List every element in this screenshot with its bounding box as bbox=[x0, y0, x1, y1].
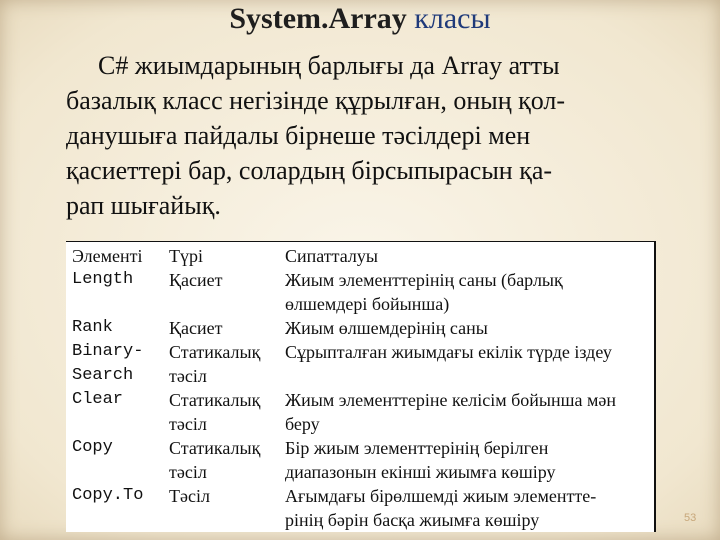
cell-description: диапазонын екінші жиымға көшіру bbox=[285, 462, 556, 482]
table-row bbox=[72, 364, 656, 388]
cell-element: Copy.To bbox=[72, 486, 144, 505]
header-type: Түрі bbox=[169, 246, 203, 266]
table-row bbox=[72, 268, 656, 292]
intro-line: C# жиымдарының барлығы да Array атты bbox=[98, 51, 560, 80]
intro-line: данушыға пайдалы бірнеше тәсілдері мен bbox=[66, 121, 531, 150]
table-header-row bbox=[72, 244, 656, 268]
header-element: Элементі bbox=[72, 246, 143, 266]
table-row bbox=[72, 484, 656, 508]
table-row bbox=[72, 340, 656, 364]
cell-description: Сұрыпталған жиымдағы екілік түрде іздеу bbox=[285, 342, 612, 362]
table-row bbox=[72, 292, 656, 316]
cell-element: Clear bbox=[72, 390, 124, 409]
table-row bbox=[72, 316, 656, 340]
cell-type: тәсіл bbox=[169, 462, 207, 482]
slide-title bbox=[0, 2, 720, 36]
table-row bbox=[72, 460, 656, 484]
cell-type: Статикалық bbox=[169, 342, 261, 362]
cell-type: тәсіл bbox=[169, 414, 207, 434]
cell-type: Қасиет bbox=[169, 318, 223, 338]
title-suffix: класы bbox=[414, 2, 491, 35]
table-row bbox=[72, 388, 656, 412]
cell-description: Жиым элементтерінің саны (барлық bbox=[285, 270, 563, 290]
intro-line: рап шығайық. bbox=[66, 191, 221, 220]
cell-description: Ағымдағы бірөлшемді жиым элементте- bbox=[285, 486, 597, 506]
cell-element: Binary- bbox=[72, 342, 144, 361]
table-top-border bbox=[66, 241, 656, 242]
cell-element: Copy bbox=[72, 438, 113, 457]
cell-element: Search bbox=[72, 366, 134, 385]
table-row bbox=[72, 412, 656, 436]
intro-line: қасиеттері бар, солардың бірсыпырасын қа- bbox=[66, 156, 553, 185]
title-prefix: System.Array bbox=[229, 2, 407, 35]
table-row bbox=[72, 436, 656, 460]
intro-paragraph bbox=[66, 48, 694, 223]
cell-element: Rank bbox=[72, 318, 113, 337]
cell-type: тәсіл bbox=[169, 366, 207, 386]
cell-type: Қасиет bbox=[169, 270, 223, 290]
cell-description: Бір жиым элементтерінің берілген bbox=[285, 438, 549, 458]
cell-element: Length bbox=[72, 270, 134, 289]
cell-type: Тәсіл bbox=[169, 486, 210, 506]
cell-type: Статикалық bbox=[169, 390, 261, 410]
page-number: 53 bbox=[684, 512, 697, 524]
intro-line: базалық класс негізінде құрылған, оның қол- bbox=[66, 86, 566, 115]
header-description: Сипатталуы bbox=[285, 246, 378, 266]
cell-description: беру bbox=[285, 414, 320, 434]
cell-description: рінің бәрін басқа жиымға көшіру bbox=[285, 510, 540, 530]
cell-description: өлшемдері бойынша) bbox=[285, 294, 450, 314]
cell-description: Жиым элементтеріне келісім бойынша мән bbox=[285, 390, 617, 410]
cell-description: Жиым өлшемдерінің саны bbox=[285, 318, 488, 338]
table-row bbox=[72, 508, 656, 532]
cell-type: Статикалық bbox=[169, 438, 261, 458]
